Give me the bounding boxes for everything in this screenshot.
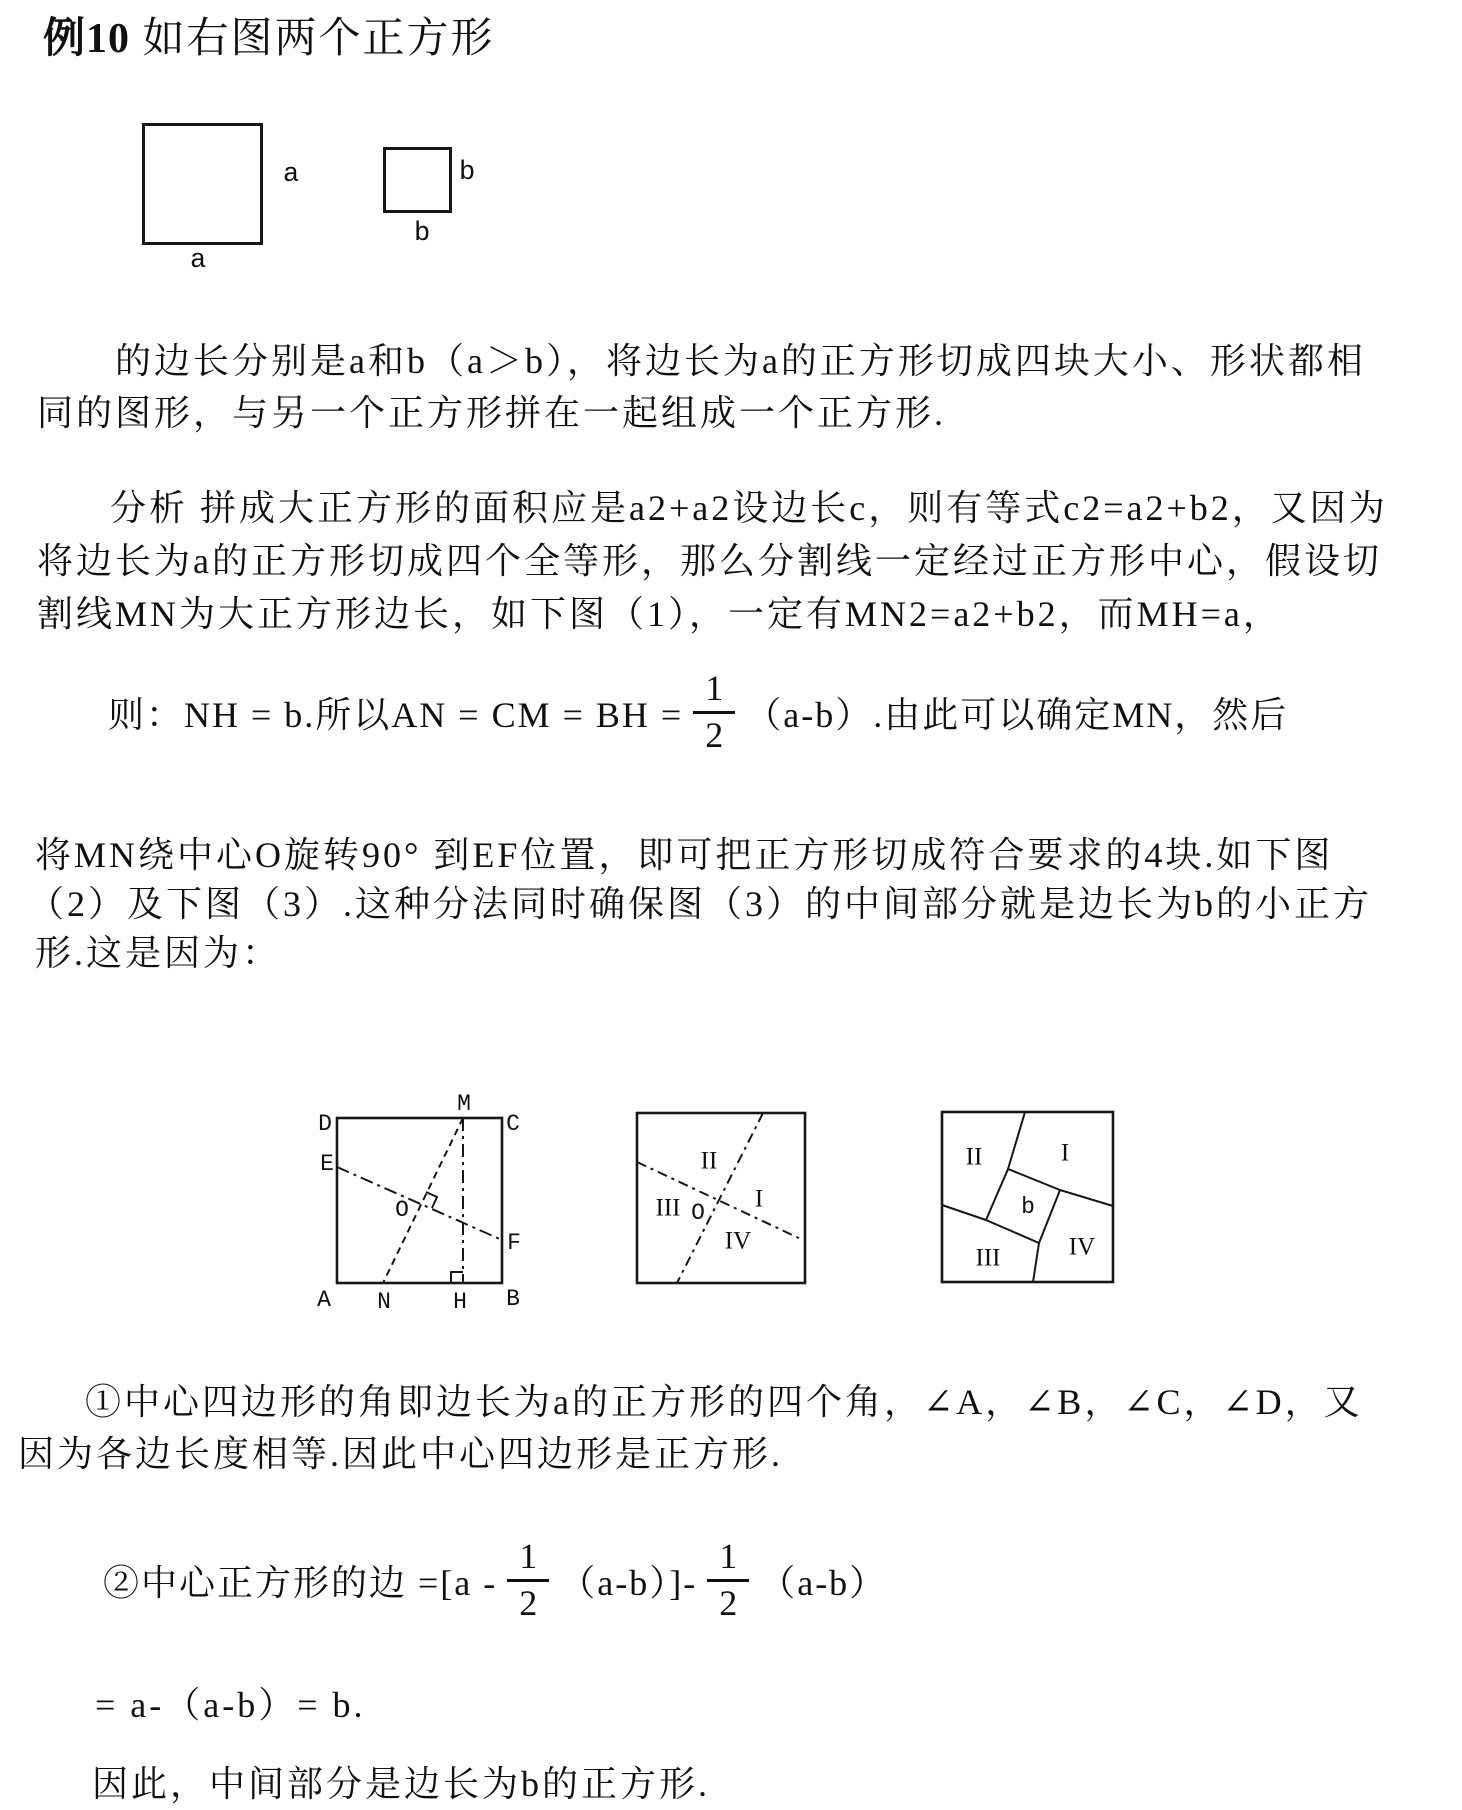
fig1-label-d: D xyxy=(318,1111,332,1137)
fig3-cut-left xyxy=(942,1205,986,1220)
para-analysis-line-2: 将边长为a的正方形切成四个全等形，那么分割线一定经过正方形中心，假设切 xyxy=(37,541,1382,581)
fig1-label-h: H xyxy=(453,1289,467,1315)
para-rotate-line-2: （2）及下图（3）.这种分法同时确保图（3）的中间部分就是边长为b的小正方 xyxy=(28,884,1373,924)
para-rotate-line-3: 形.这是因为： xyxy=(35,933,282,973)
formula-mn-tail: .由此可以确定MN，然后 xyxy=(873,694,1289,735)
fraction1-denominator: 2 xyxy=(519,1583,538,1623)
fig1-label-o: O xyxy=(395,1197,409,1223)
small-square-label-bottom: b xyxy=(414,219,431,249)
fig3-label-iv: IV xyxy=(1068,1233,1096,1261)
fig2-label-o: O xyxy=(691,1200,705,1226)
formula-mn xyxy=(108,652,1288,772)
fig1-line-ef xyxy=(337,1167,502,1240)
formula-side-fraction-2 xyxy=(707,1538,749,1623)
fig2-cut-line-steep xyxy=(677,1113,763,1283)
formula-side-lead: ②中心正方形的边 =[a - xyxy=(103,1563,498,1603)
para-intro-line-1: 的边长分别是a和b（a＞b），将边长为a的正方形切成四块大小、形状都相 xyxy=(115,341,1366,381)
fig1-label-m: M xyxy=(457,1091,471,1117)
title-text: 如右图两个正方形 xyxy=(142,16,495,62)
small-square xyxy=(383,147,452,213)
fig2-label-iii: III xyxy=(655,1194,681,1222)
fraction2-denominator: 2 xyxy=(719,1583,738,1623)
figure-2 xyxy=(600,1080,845,1310)
fig1-label-n: N xyxy=(377,1289,391,1315)
fraction-numerator: 1 xyxy=(693,670,735,714)
small-square-label-right: b xyxy=(459,158,476,188)
fig3-label-ii: II xyxy=(965,1143,983,1171)
para-intro-line-2: 同的图形，与另一个正方形拼在一起组成一个正方形. xyxy=(37,393,947,433)
formula-mn-lead: 则：NH = b.所以AN = CM = BH = xyxy=(108,694,684,735)
example-number: 例10 xyxy=(43,16,131,62)
formula-mn-paren: （a-b） xyxy=(745,694,874,735)
fig2-label-iv: IV xyxy=(724,1227,752,1255)
large-square xyxy=(142,123,263,245)
para-conclusion1-line-2: 因为各边长度相等.因此中心四边形是正方形. xyxy=(18,1434,784,1474)
formula-side xyxy=(103,1518,887,1643)
large-square-label-bottom: a xyxy=(190,246,207,276)
fig1-label-e: E xyxy=(320,1151,334,1177)
fig3-cut-top xyxy=(1008,1112,1025,1169)
fig1-label-f: F xyxy=(507,1230,521,1256)
formula-side-mid: （a-b）]- xyxy=(559,1563,698,1603)
fig1-label-a: A xyxy=(317,1287,331,1313)
formula-simplify: = a-（a-b）= b. xyxy=(95,1685,366,1725)
page-title xyxy=(43,5,495,65)
formula-side-fraction-1 xyxy=(507,1538,549,1623)
fig3-label-iii: III xyxy=(975,1244,1001,1272)
fig1-square xyxy=(337,1118,502,1283)
fig1-label-b: B xyxy=(506,1286,520,1312)
fig1-label-c: C xyxy=(506,1111,520,1137)
para-rotate-line-1: 将MN绕中心O旋转90° 到EF位置，即可把正方形切成符合要求的4块.如下图 xyxy=(35,835,1334,875)
fig2-label-ii: II xyxy=(700,1147,718,1175)
figure-3 xyxy=(910,1080,1140,1310)
fig3-label-i: I xyxy=(1060,1139,1070,1167)
fig1-right-angle-o-mark xyxy=(426,1192,437,1208)
fraction1-numerator: 1 xyxy=(507,1538,549,1582)
fig3-label-b: b xyxy=(1021,1194,1035,1220)
fig3-cut-right xyxy=(1060,1190,1113,1206)
para-analysis-line-3: 割线MN为大正方形边长，如下图（1），一定有MN2=a2+b2，而MH=a， xyxy=(37,594,1282,634)
para-analysis-line-1: 分析 拼成大正方形的面积应是a2+a2设边长c，则有等式c2=a2+b2，又因为 xyxy=(110,488,1388,528)
fraction2-numerator: 1 xyxy=(707,1538,749,1582)
para-conclusion1-line-1: ①中心四边形的角即边长为a的正方形的四个角，∠A，∠B，∠C，∠D，又 xyxy=(85,1382,1363,1422)
para-final: 因此，中间部分是边长为b的正方形. xyxy=(92,1764,711,1804)
fig3-cut-bottom xyxy=(1033,1243,1039,1282)
figure-1 xyxy=(280,1060,530,1325)
large-square-label-right: a xyxy=(283,160,300,190)
fig2-label-i: I xyxy=(754,1185,764,1213)
formula-mn-fraction xyxy=(693,667,735,755)
fraction-denominator: 2 xyxy=(705,714,724,755)
formula-side-tail: （a-b） xyxy=(759,1563,888,1603)
fig1-right-angle-h-mark xyxy=(451,1272,463,1283)
